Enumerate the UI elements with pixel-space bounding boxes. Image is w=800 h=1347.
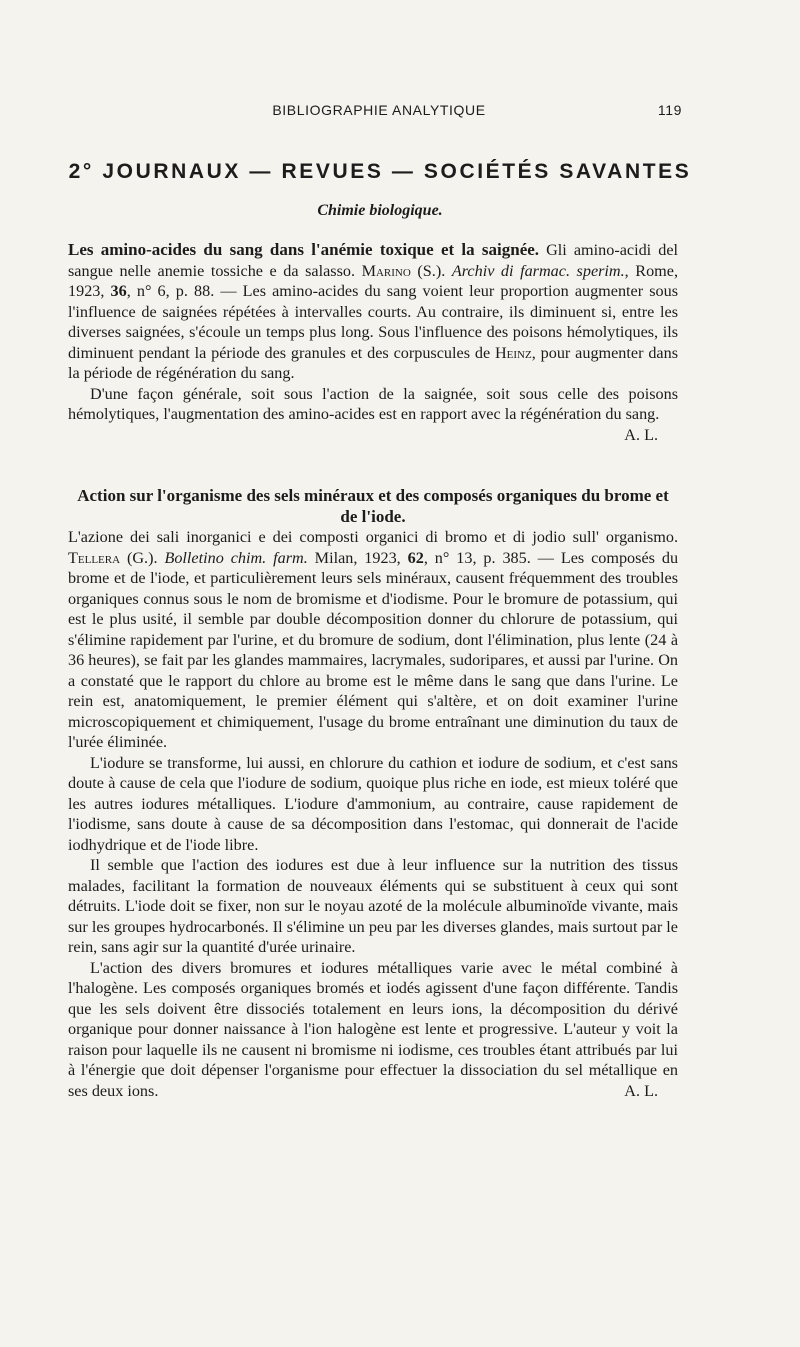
article-1-title: Les amino-acides du sang dans l'anémie toxique et la saignée. [68, 240, 540, 259]
running-head [0, 102, 800, 122]
section-subheading: Chimie biologique. [317, 202, 443, 219]
article-1-name-ref: Heinz, [494, 343, 536, 362]
article-2-para-2: L'iodure se transforme, lui aussi, en chlorure du cathion et iodure de sodium, et c'est sans doute à cause de cela que l'iodure de sodium, quoique plus riche en iode, est mieux toléré que les autres iodures métalliques. L'iodure d'ammonium, au contraire, cause rapidement de l'iodisme, sans doute à cause de sa décomposition dans l'estomac, qui donnerait de l'acide iodhydrique et de l'iode libre. [68, 753, 678, 854]
article-1-para-2 [68, 384, 678, 446]
article-2-text-d: L'action des divers bromures et iodures métalliques varie avec le métal combiné à l'halogène. Les composés organiques bromés et iodés agissent d'une façon différente. Tandis que les sels doivent être dissociés totalement en leurs ions, la décomposition du dérivé organique pour donner naissance à l'ion halogène est lente et progressive. L'auteur y voit la raison pour laquelle ils ne causent ni bromisme ni iodisme, ces troubles étant attribués par lui à l'énergie que doit dépenser l'organisme pour effectuer la dissociation du sel métallique en ses deux ions. [68, 958, 678, 1100]
article-2-volume: 62 [407, 548, 424, 567]
section-title: 2° JOURNAUX — REVUES — SOCIÉTÉS SAVANTES [68, 160, 692, 183]
article-2-para-4 [68, 958, 678, 1102]
article-1-issue-page: , n° 6, p. 88. — [126, 282, 237, 300]
article-1-text-a: Les amino-acides du sang voient leur proportion augmenter sous l'influence de saignées répétées à intervalles courts. Au contraire, ils diminuent si, entre les diverses saignées, s'écoule un temps plus long. Sous l'influence des poisons hémolytiques, ils diminuent pendant la période des granules et des corpuscules de [68, 282, 679, 362]
article-2-text-a: Les composés du brome et de l'iode, et particulièrement leurs sels minéraux, causent fréquemment des troubles organiques connus sous le nom de bromisme et d'iodisme. Pour le bromure de potassium, qui est le plus usité, il semble par double décomposition donner du chlorure de potassium, qui s'élimine rapidement par l'urine, et du bromure de sodium, dont l'élimination, plus lente (24 à 36 heures), se fait par les glandes mammaires, lacrymales, sudoripares, et aussi par l'urine. On a constaté que le rapport du chlore au brome est le même dans le sang que dans l'urine. Le rein est, anatomiquement, le premier élément qui s'altère, et on doit examiner l'urine microscopiquement et chimiquement, l'usage du brome entraînant une diminution du taux de l'urée éliminée. [68, 548, 679, 751]
running-title: BIBLIOGRAPHIE ANALYTIQUE [272, 102, 486, 118]
article-2-title: Action sur l'organisme des sels minéraux et des composés organiques du brome et de l'iode. [77, 486, 669, 526]
article-1-original-title: Gli amino-acidi del sangue nelle anemie tossiche e da salasso. [68, 241, 678, 280]
article-2-issue-page: , n° 13, p. 385. — [423, 548, 554, 567]
article-1-place-year: , Rome, 1923, [68, 261, 678, 300]
article-1-volume: 36 [110, 282, 127, 300]
article-1-para-1 [68, 240, 678, 384]
article-2-author: Tellera (G.). [68, 548, 158, 567]
page-number: 119 [657, 102, 682, 118]
article-2-journal: Bolletino chim. farm. [164, 548, 308, 567]
article-2-original-title: L'azione dei sali inorganici e dei composti organici di bromo et di jodio sull' organismo. [68, 528, 678, 546]
article-1-author: Marino (S.). [361, 261, 446, 280]
article-1-signature: A. L. [624, 425, 658, 444]
article-2-para-3: Il semble que l'action des iodures est due à leur influence sur la nutrition des tissus malades, facilitant la formation de nouveaux éléments qui se substituent à ceux qui sont détruits. L'iode doit se fixer, non sur le noyau azoté de la molécule albuminoïde vivante, mais sur les groupes hydrocarbonés. Il s'élimine un peu par les diverses glandes, mais surtout par le rein, sans agir sur la quantité d'urée urinaire. [68, 856, 678, 956]
article-1-journal: Archiv di farmac. sperim. [451, 261, 625, 280]
article-2 [68, 486, 678, 1101]
article-1-text-c: D'une façon générale, soit sous l'action de la saignée, soit sous celle des poisons hémolytiques, l'augmentation des amino-acides est en rapport avec la régénération du sang. [68, 384, 678, 423]
article-2-place-year: Milan, 1923, [307, 548, 408, 567]
article-1-text-b: pour augmenter dans la période de régénération du sang. [68, 343, 678, 382]
article-2-signature: A. L. [624, 1081, 658, 1100]
article-1 [68, 240, 678, 445]
article-2-para-1 [68, 486, 678, 753]
